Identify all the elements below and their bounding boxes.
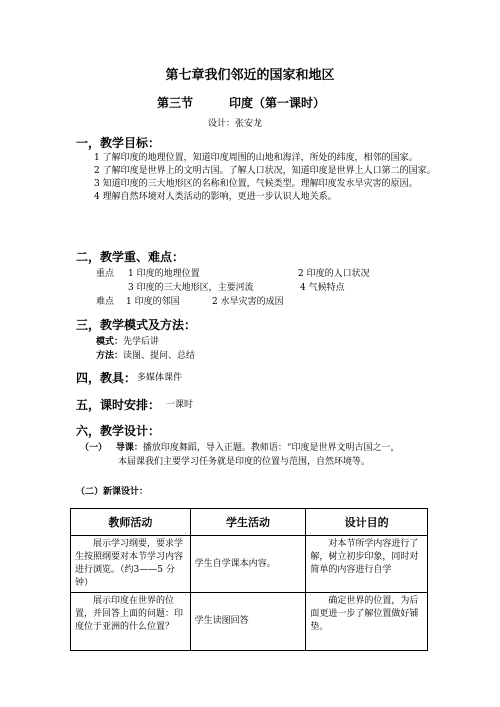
designer-line: 设计：张安龙 [208,119,263,129]
nandian-2: 2 水旱灾害的成因 [212,297,284,307]
design-heading: 六，教学设计： [76,424,161,438]
objective-4: 4 理解自然环境对人类活动的影响，更进一步认识人地关系。 [94,192,337,202]
objective-3: 3 知道印度的三大地形区的名称和位置，气候类型。理解印度发水旱灾害的原因。 [94,179,418,189]
table-cell: 学生读图回答 [190,593,306,651]
table-cell: 学生自学课本内容。 [190,536,306,593]
table-cell: 展示印度在世界的位置，并回答上面的问题：印度位于亚洲的什么位置？ [71,593,191,651]
method-label: 方法： [96,351,124,361]
table-row [71,593,428,651]
zhongdian-1: 1 印度的地理位置 [128,269,200,279]
objective-2: 2 了解印度是世界上的文明古国。了解人口状况，知道印度是世界上人口第二的国家。 [94,166,436,176]
section-number: 第三节 [157,96,194,110]
header-teacher: 教师活动 [71,509,191,536]
lesson-table [70,508,428,651]
objective-1: 1 了解印度的地理位置，知道印度周围的山地和海洋，所处的纬度，相邻的国家。 [94,153,418,163]
header-purpose: 设计目的 [306,509,428,536]
hours-value: 一课时 [166,400,194,410]
header-student: 学生活动 [190,509,306,536]
tools-heading: 四，教具： [76,371,137,385]
new-lesson-label: （二）新课设计： [76,487,149,497]
zhongdian-label: 重点 [96,269,115,279]
objective-item [76,152,436,204]
hours-heading: 五，课时安排： [76,398,161,412]
intro-text-2: 本届课我们主要学习任务就是印度的位置与范围，自然环境等。 [118,457,371,467]
zhongdian-3: 3 印度的三大地形区，主要河流 [128,283,254,293]
chapter-title: 第七章我们邻近的国家和地区 [165,68,335,83]
table-header-row [71,509,428,536]
nandian-label: 难点 [96,297,115,307]
key-points-heading: 二，教学重、难点： [76,250,185,264]
section-title: 印度（第一课时） [229,96,326,110]
zhongdian-2: 2 印度的人口状况 [298,269,370,279]
mode-value: 先学后讲 [123,337,160,347]
zhongdian-4: 4 气候特点 [300,283,345,293]
mode-heading: 三，教学模式及方法： [76,318,197,332]
table-cell: 确定世界的位置，为后面更进一步了解位置做好铺垫。 [306,593,428,651]
table-cell: 展示学习纲要，要求学生按照纲要对本节学习内容进行浏览。（约3——5 分钟） [71,536,191,593]
table-row [71,536,428,593]
method-value: 读图、提问、总结 [123,351,196,361]
nandian-1: 1 印度的邻国 [126,297,180,307]
intro-label: 导课： [115,443,143,453]
tools-value: 多媒体课件 [137,373,183,383]
table-cell: 对本节所学内容进行了解，树立初步印象，同时对简单的内容进行自学 [306,536,428,593]
objectives-heading: 一，教学目标： [76,136,161,150]
intro-number: （一） [80,443,108,453]
intro-text: 播放印度舞蹈，导入正题。教师语：“印度是世界文明古国之一， [142,443,400,453]
mode-label: 模式： [96,337,124,347]
